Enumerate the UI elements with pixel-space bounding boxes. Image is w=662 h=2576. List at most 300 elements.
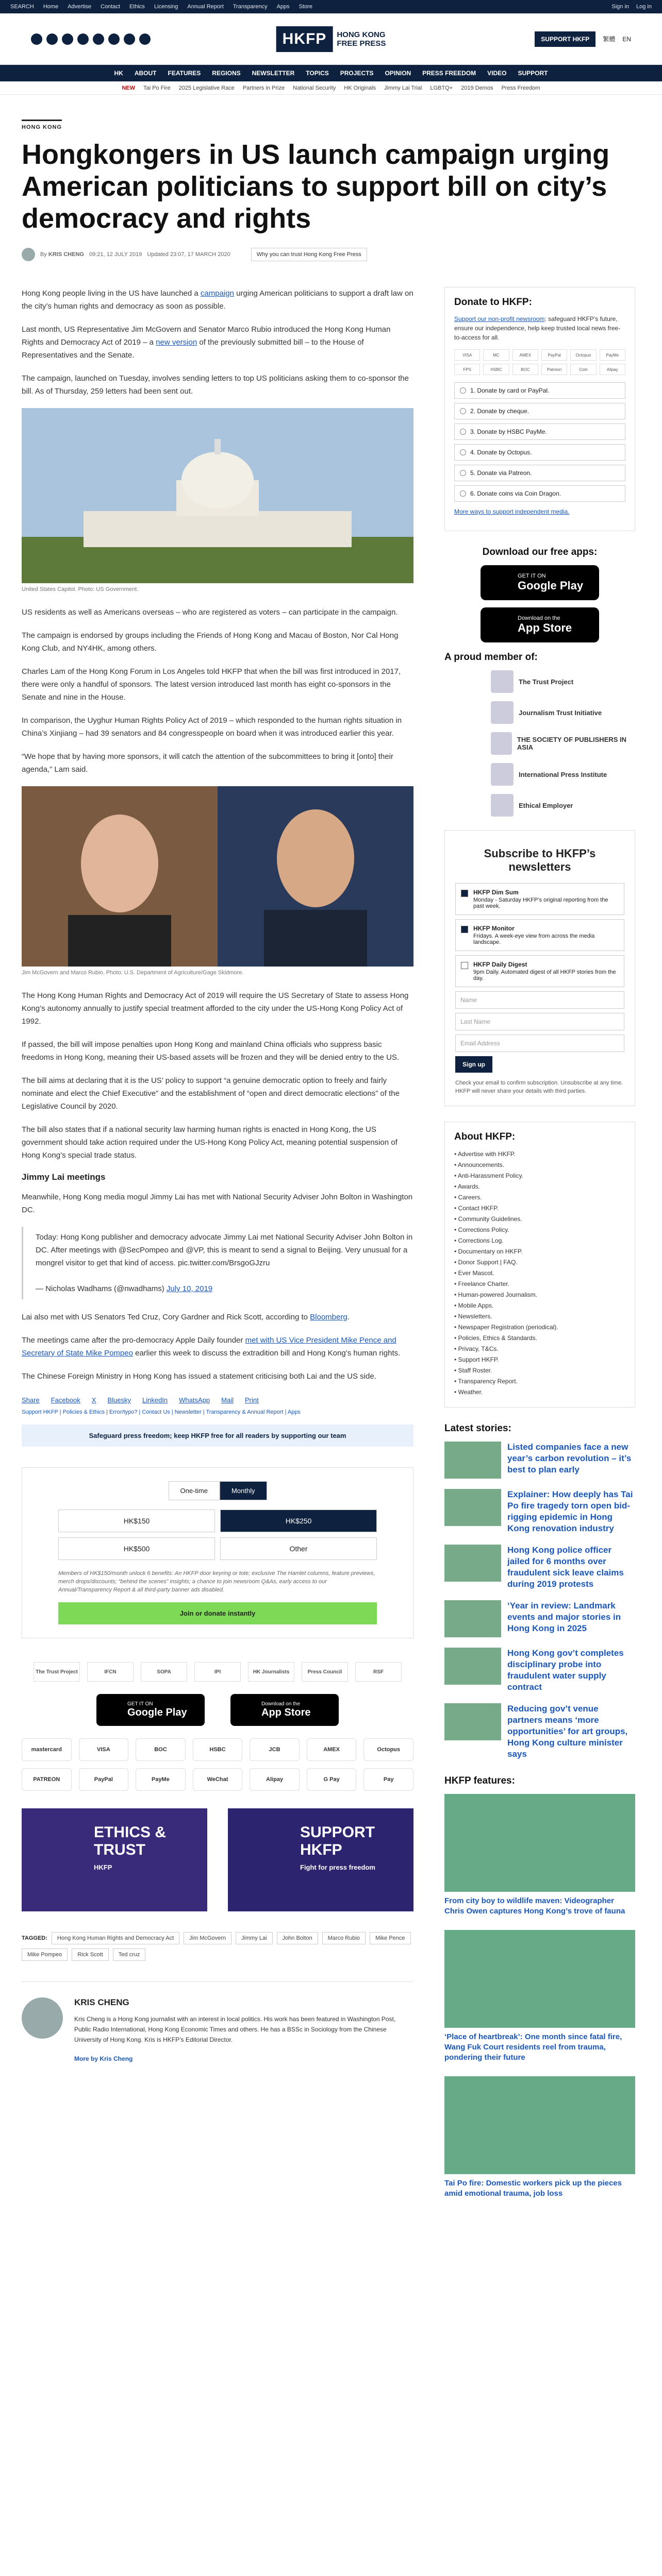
story-thumbnail[interactable] [444,1648,501,1685]
share-linkedin[interactable]: LinkedIn [142,1396,168,1404]
member-name: THE SOCIETY OF PUBLISHERS IN ASIA [517,736,627,751]
topbar-link[interactable]: Licensing [154,4,178,10]
nl-title: HKFP Dim Sum [473,889,519,896]
facebook-icon[interactable] [31,33,42,45]
topbar-link[interactable]: Contact [101,4,120,10]
author-photo [22,1997,63,2039]
paragraph: The campaign is endorsed by groups including the Friends of Hong Kong and Macau of Boston, Nor Cal Hong Kong Club, and NY4HK, among others. [22,631,399,653]
payment-logo[interactable]: PATREON [22,1768,72,1791]
nl-desc: Fridays. A week-eye view from across the media landscape. [473,933,595,945]
payment-logo[interactable]: Alipay [250,1768,300,1791]
more-by-author-link[interactable]: More by Kris Cheng [74,2055,133,2062]
about-link[interactable]: • Newsletters. [454,1313,492,1320]
latest-story[interactable] [444,1648,635,1693]
paragraph [22,323,413,362]
donate-option[interactable] [454,403,625,419]
sign-up-button[interactable]: Sign up [455,1056,492,1073]
about-link[interactable]: • Awards. [454,1183,481,1190]
paragraph: If passed, the bill will impose penalties upon Hong Kong and mainland China officials who suppress basic freedoms in Hong Kong, meaning their US-based assets will be frozen and they will be denied entry to the US. [22,1040,400,1062]
option-label: 2. Donate by cheque. [470,408,529,415]
tag[interactable]: Rick Scott [72,1948,109,1961]
sign-in-link[interactable]: Sign in [611,4,630,10]
btn-big: Google Play [127,1707,187,1718]
option-label: 1. Donate by card or PayPal. [470,387,550,394]
text: . [347,1313,350,1321]
radio-icon [460,408,466,414]
tag[interactable]: Ted cruz [113,1948,146,1961]
tag[interactable]: Jim McGovern [184,1932,231,1944]
about-title: About HKFP: [454,1131,516,1142]
text: earlier this week to discuss the extradition bill and Hong Kong’s human rights. [135,1349,401,1358]
newsletter-title: Subscribe to HKFP’s newsletters [484,847,596,873]
donate-option[interactable] [454,485,625,502]
radio-icon [460,490,466,497]
member-logo[interactable] [491,670,635,693]
partner-logos [22,1662,413,1682]
story-thumbnail[interactable] [444,1703,501,1740]
share-x[interactable]: X [91,1396,96,1404]
tags [22,1932,413,1961]
trust-link[interactable]: Why you can trust Hong Kong Free Press [251,248,367,261]
text: Hong Kong people living in the US have launched a [22,289,198,298]
radio-icon [460,429,466,435]
nav-item[interactable]: HK [114,70,123,77]
payment-logo[interactable]: VISA [79,1738,129,1761]
bloomberg-link[interactable]: Bloomberg [310,1313,347,1321]
member-name: The Trust Project [519,677,574,686]
logo-line: FREE PRESS [337,39,386,48]
trending-link[interactable]: Tai Po Fire [143,84,171,91]
monthly-tab[interactable]: Monthly [220,1481,267,1500]
nav-item[interactable]: VIDEO [487,70,507,77]
latest-story[interactable] [444,1600,635,1637]
donate-option[interactable] [454,465,625,481]
donate-text [454,314,625,342]
paragraph: US residents as well as Americans overseas – who are registered as voters – can participate in the campaign. [22,608,398,617]
member-name: Ethical Employer [519,801,573,809]
feature-image[interactable] [444,2076,635,2174]
newsletter-box [444,830,635,1106]
author-box [22,1981,413,2062]
text: Lai also met with US Senators Ted Cruz, Cory Gardner and Rick Scott, according to [22,1313,308,1321]
pay-logo: BOC [512,364,538,375]
support-button[interactable]: SUPPORT HKFP [535,31,595,47]
paragraph: “We hope that by having more sponsors, it will catch the attention of the subcommittees to bring it [onto] their agenda,” Lam said. [22,752,393,774]
payment-logo[interactable]: JCB [250,1738,300,1761]
features-title: HKFP features: [444,1775,515,1786]
membership-note: Members of HK$150/month unlock 6 benefits: An HKFP door keyring or tote; exclusive The Hamlet columns, feature previews, merch drops/discounts; “behind the scenes” insights; a chance to join newsroom Q&As, early access to our Annual/Transparency Report & all third-party banner ads disabled. [58,1570,375,1593]
about-list [454,1149,625,1398]
latest-list [444,1442,635,1760]
logo-box: HKFP [276,26,333,52]
app-store-button[interactable] [230,1694,339,1726]
nav-item[interactable]: ABOUT [134,70,157,77]
more-ways-link[interactable]: More ways to support independent media. [454,508,570,515]
nl-title: HKFP Monitor [473,925,515,932]
about-link[interactable]: • Anti-Harassment Policy. [454,1172,524,1179]
about-link[interactable]: • Documentary on HKFP. [454,1248,523,1255]
nav-item[interactable]: PRESS FREEDOM [422,70,476,77]
support-newsroom-link[interactable]: Support our non-profit newsroom [454,315,545,323]
google-play-button[interactable] [96,1694,205,1726]
trending-link[interactable]: 2025 Legislative Race [178,84,235,91]
share-bar [22,1396,413,1404]
newsletter-option[interactable] [455,883,624,915]
footer-links[interactable]: Support HKFP | Policies & Ethics | Error/typo? | Contact Us | Newsletter | Transparency & Annual Report | Apps [22,1409,301,1415]
newsletter-option[interactable] [455,955,624,987]
amount-option[interactable]: Other [220,1537,377,1560]
story-link[interactable]: Reducing gov’t venue partners means ‘more opportunities’ for art groups, Hong Kong culture minister says [507,1704,628,1759]
tag[interactable]: Jimmy Lai [236,1932,273,1944]
tweet-date-link[interactable]: July 10, 2019 [166,1284,213,1293]
tweet-text: Today: Hong Kong publisher and democracy advocate Jimmy Lai met National Security Adviser John Bolton in DC. After meetings with @SecPompeo and @VP, this is meant to send a signal to Beijing. Very unusual for a mongrel visitor to get that kind of access. pic.twitter.com/BrsgoGJzru [36,1233,413,1267]
donate-box [444,287,635,531]
author-name[interactable]: By KRIS CHENG [40,251,84,258]
pay-logo: Coin [570,364,596,375]
article-title: Hongkongers in US launch campaign urging American politicians to support bill on city’s democracy and rights [22,139,610,234]
tag[interactable]: John Bolton [277,1932,318,1944]
feature-story[interactable] [444,1794,635,1917]
latest-title: Latest stories: [444,1423,511,1434]
newsletter-note: Check your email to confirm subscription. Unsubscribe at any time. HKFP will never share your details with third parties. [455,1080,623,1094]
nav-item[interactable]: SUPPORT [518,70,548,77]
log-in-link[interactable]: Log in [636,4,652,10]
telegram-icon[interactable] [124,33,135,45]
nav-item[interactable]: OPINION [385,70,411,77]
nav-item[interactable]: PROJECTS [340,70,374,77]
google-play-button[interactable] [481,565,599,600]
share-facebook[interactable]: Facebook [51,1396,80,1404]
masthead [0,13,662,65]
btn-small: Download on the [261,1701,301,1707]
whatsapp-icon[interactable] [139,33,151,45]
paragraph: The Hong Kong Human Rights and Democracy Act of 2019 will require the US Secretary of State to assess Hong Kong’s autonomy annually to justify special treatment afforded to the city under the US-Hong Kong Policy Act of 1992. [22,991,409,1026]
about-link[interactable]: • Newspaper Registration (periodical). [454,1324,558,1331]
promo-sub: HKFP [94,1863,112,1871]
checkbox-icon[interactable] [461,890,468,897]
article-body [22,287,413,2212]
lang-chinese-link[interactable]: 繁體 [603,36,616,43]
story-thumbnail[interactable] [444,1442,501,1479]
email-input[interactable]: Email Address [455,1035,624,1052]
btn-small: Download on the [518,615,560,621]
campaign-link[interactable]: campaign [200,289,234,298]
donate-option[interactable] [454,444,625,461]
trending-link[interactable]: 2019 Demos [461,84,493,91]
pay-logo: Patreon [541,364,567,375]
topbar-link[interactable]: Transparency [233,4,268,10]
topbar-link[interactable]: Apps [276,4,290,10]
member-logo[interactable] [491,732,635,755]
photo-caption: United States Capitol. Photo: US Government. [22,586,139,592]
paragraph: Meanwhile, Hong Kong media mogul Jimmy Lai has met with National Security Adviser John Bolton in Washington DC. [22,1193,413,1214]
share-mail[interactable]: Mail [221,1396,234,1404]
ethics-promo[interactable] [22,1808,207,1911]
nl-desc: Monday - Saturday HKFP’s original reporting from the past week. [473,897,608,909]
sidebar [444,287,635,2212]
about-link[interactable]: • Advertise with HKFP. [454,1150,516,1158]
trending-link[interactable]: LGBTQ+ [430,84,453,91]
partner-logo[interactable]: IPI [194,1662,241,1682]
byline [22,248,640,261]
paragraph: The campaign, launched on Tuesday, involves sending letters to top US politicians asking them to co-sponsor the bill. As of Thursday, 259 letters had been sent out. [22,374,409,396]
partner-logo[interactable]: SOPA [141,1662,187,1682]
tag[interactable]: Hong Kong Human Rights and Democracy Act [52,1932,179,1944]
option-label: 5. Donate via Patreon. [470,469,532,477]
feature-image[interactable] [444,1930,635,2028]
story-link[interactable]: Hong Kong gov’t completes disciplinary probe into fraudulent water supply contract [507,1648,624,1692]
about-link[interactable]: • Policies, Ethics & Standards. [454,1334,537,1342]
text: of the previously submitted bill – to the House of Representatives and the Senate. [22,338,364,360]
about-link[interactable]: • Mobile Apps. [454,1302,494,1309]
amount-option[interactable]: HK$500 [58,1537,215,1560]
radio-icon [460,449,466,455]
partner-logo[interactable]: The Trust Project [34,1662,80,1682]
nav-item[interactable]: REGIONS [212,70,241,77]
section-heading: Jimmy Lai meetings [22,1172,106,1182]
topbar-link[interactable]: Store [299,4,312,10]
author-name-text: KRIS CHENG [48,251,84,258]
logo-text [337,30,386,48]
new-badge: NEW [122,84,135,91]
trending-link[interactable]: HK Originals [344,84,376,91]
payment-logo[interactable]: PayMe [136,1768,186,1791]
paragraph: The bill aims at declaring that it is the US’ policy to support “a genuine democratic option to freely and fairly nominate and elect the Chief Executive” and the establishment of “open and direct democratic elections” of the Legislative Council by 2020. [22,1076,400,1111]
donation-widget [22,1467,413,1638]
politicians-illustration [22,786,413,967]
checkbox-icon[interactable] [461,926,468,933]
about-link[interactable]: • Corrections Policy. [454,1226,509,1233]
linkedin-icon[interactable] [93,33,104,45]
option-label: 6. Donate coins via Coin Dragon. [470,490,561,497]
option-label: 4. Donate by Octopus. [470,449,532,456]
payment-logo[interactable]: HSBC [193,1738,243,1761]
feature-image[interactable] [444,1794,635,1892]
jti-icon [491,701,514,724]
about-link[interactable]: • Community Guidelines. [454,1215,522,1223]
member-logo[interactable] [491,763,635,786]
payment-logo[interactable]: AMEX [307,1738,357,1761]
ipi-icon [491,763,514,786]
pay-logo: Octopus [570,349,596,361]
x-icon[interactable] [46,33,58,45]
about-link[interactable]: • Corrections Log. [454,1237,504,1244]
nl-desc: 9pm Daily. Automated digest of all HKFP stories from the day. [473,969,616,981]
apps-title: Download our free apps: [482,547,598,557]
feature-link[interactable]: ‘Place of heartbreak’: One month since fatal fire, Wang Fuk Court residents reel from trauma, pondering their future [444,2032,622,2062]
checkbox-icon[interactable] [461,962,468,969]
feature-story[interactable] [444,1930,635,2063]
join-button[interactable]: Join or donate instantly [58,1602,377,1624]
about-link[interactable]: • Ever Mascot. [454,1269,494,1277]
donate-option[interactable] [454,382,625,399]
main-nav [0,65,662,81]
share-print[interactable]: Print [244,1396,259,1404]
btn-big: App Store [518,621,572,634]
paragraph [22,1311,413,1324]
last-name-input[interactable]: Last Name [455,1013,624,1030]
trust-project-icon [491,670,514,693]
nav-item[interactable]: FEATURES [168,70,201,77]
text: Last month, US Representative Jim McGovern and Senator Marco Rubio introduced the Hong Kong Human Rights and Democracy Act of 2019 – a [22,325,391,347]
about-link[interactable]: • Transparency Report. [454,1378,518,1385]
tag[interactable]: Mike Pence [370,1932,410,1944]
embedded-tweet [22,1227,413,1299]
partner-logo[interactable]: HK Journalists [248,1662,294,1682]
text: The meetings came after the pro-democracy Apple Daily founder [22,1336,243,1345]
option-label: 3. Donate by HSBC PayMe. [470,428,547,435]
app-buttons [22,1694,413,1726]
politicians-photo [22,786,413,967]
about-link[interactable]: • Privacy, T&Cs. [454,1345,499,1352]
about-link[interactable]: • Donor Support | FAQ. [454,1259,518,1266]
app-store-button[interactable] [481,607,599,642]
logo-line: HONG KONG [337,30,386,39]
instagram-icon[interactable] [62,33,73,45]
pay-logo: PayPal [541,349,567,361]
topbar-link[interactable]: Advertise [68,4,92,10]
about-link[interactable]: • Weather. [454,1388,483,1396]
latest-story[interactable] [444,1442,635,1479]
payment-logo[interactable]: PayPal [79,1768,129,1791]
amount-option[interactable]: HK$250 [220,1510,377,1532]
pence-pompeo-link[interactable]: met with US Vice President Mike Pence and Secretary of State Mike Pompeo [22,1336,396,1358]
text: : safeguard HKFP’s future, ensure our independence, help keep trusted local news free-to-access for all. [454,315,621,341]
publish-date: 09:21, 12 JULY 2019 [89,251,142,258]
ethical-employer-icon [491,794,514,817]
promo-banners [22,1808,413,1911]
nl-title: HKFP Daily Digest [473,961,527,968]
story-thumbnail[interactable] [444,1600,501,1637]
about-box [444,1122,635,1408]
threads-icon[interactable] [108,33,120,45]
capitol-photo [22,408,413,583]
category-label[interactable]: HONG KONG [22,120,62,130]
nav-item[interactable]: NEWSLETTER [252,70,295,77]
site-logo[interactable] [276,26,386,52]
payment-logo[interactable]: WeChat [193,1768,243,1791]
donate-title: Donate to HKFP: [454,297,532,308]
tag[interactable]: Mike Pompeo [22,1948,68,1961]
amount-option[interactable]: HK$150 [58,1510,215,1532]
radio-icon [460,387,466,394]
updated-date: Updated 23:07, 17 MARCH 2020 [147,251,230,258]
author-avatar [22,248,35,261]
capitol-illustration [22,408,413,583]
topbar-link[interactable]: Annual Report [187,4,224,10]
donate-option[interactable] [454,423,625,440]
payment-logo[interactable]: Pay [363,1768,413,1791]
topbar-link[interactable]: Ethics [129,4,145,10]
topbar-link[interactable]: Home [43,4,59,10]
nav-item[interactable]: TOPICS [306,70,329,77]
latest-story[interactable] [444,1545,635,1590]
pay-logo: Alipay [600,364,625,375]
trending-link[interactable]: National Security [293,84,336,91]
pay-logo: AMEX [512,349,538,361]
feature-story[interactable] [444,2076,635,2199]
name-input[interactable]: Name [455,991,624,1009]
youtube-icon[interactable] [77,33,89,45]
promo-title: SUPPORT HKFP [300,1824,375,1858]
latest-story[interactable] [444,1703,635,1760]
partner-logo[interactable]: RSF [355,1662,402,1682]
one-time-tab[interactable]: One-time [169,1481,220,1500]
trending-link[interactable]: Partners in Prize [242,84,285,91]
paragraph: The Chinese Foreign Ministry in Hong Kong has issued a statement criticising both Lai and the US side. [22,1372,376,1381]
trending-link[interactable]: Press Freedom [501,84,540,91]
top-utility-bar [0,0,662,13]
story-link[interactable]: Explainer: How deeply has Tai Po fire tragedy torn open bid-rigging epidemic in Hong Kong renovation industry [507,1489,633,1533]
topbar-link[interactable]: SEARCH [10,4,34,10]
share-bluesky[interactable]: Bluesky [107,1396,131,1404]
member-logo[interactable] [491,701,635,724]
story-thumbnail[interactable] [444,1489,501,1526]
btn-big: App Store [261,1707,311,1718]
member-logo[interactable] [491,794,635,817]
latest-story[interactable] [444,1489,635,1534]
about-link[interactable]: • Contact HKFP. [454,1205,499,1212]
partner-logo[interactable]: IFCN [87,1662,134,1682]
sopa-icon [491,732,512,755]
paragraph: The bill also states that if a national security law harming human rights is enacted in Hong Kong, the US government should take action required under the US-Hong Kong Policy Act, meaning potential suspension of Hong Kong’s special trade status. [22,1125,398,1160]
partner-logo[interactable]: Press Council [302,1662,348,1682]
author-box-name[interactable]: KRIS CHENG [74,1997,129,2007]
new-version-link[interactable]: new version [156,338,197,347]
paragraph [22,1334,413,1360]
payment-logo[interactable]: mastercard [22,1738,72,1761]
about-link[interactable]: • Human-powered Journalism. [454,1291,537,1298]
lang-english-link[interactable]: EN [622,35,631,43]
donate-banner[interactable]: Safeguard press freedom; keep HKFP free for all readers by supporting our team [22,1425,413,1447]
about-link[interactable]: • Staff Roster. [454,1367,492,1374]
pay-logo: MC [483,349,509,361]
tweet-author: — Nicholas Wadhams (@nwadhams) [36,1284,164,1293]
story-link[interactable]: ‘Year in review: Landmark events and major stories in Hong Kong in 2025 [507,1601,621,1633]
about-link[interactable]: • Careers. [454,1194,482,1201]
tag[interactable]: Marco Rubio [322,1932,366,1944]
share-label: Share [22,1396,40,1404]
trending-link[interactable]: Jimmy Lai Trial [384,84,422,91]
pay-logo: FPS [454,364,480,375]
about-link[interactable]: • Support HKFP. [454,1356,499,1363]
promo-sub: Fight for press freedom [300,1863,375,1871]
about-link[interactable]: • Announcements. [454,1161,504,1168]
trending-bar [0,81,662,95]
btn-small: GET IT ON [518,573,546,579]
btn-big: Google Play [518,579,584,592]
share-whatsapp[interactable]: WhatsApp [179,1396,210,1404]
newsletter-option[interactable] [455,919,624,951]
btn-small: GET IT ON [127,1701,153,1707]
feature-link[interactable]: From city boy to wildlife maven: Videographer Chris Owen captures Hong Kong’s trove of fauna [444,1896,625,1916]
payment-methods [22,1738,413,1791]
pay-logo: PayMe [600,349,625,361]
payment-logo[interactable]: G Pay [307,1768,357,1791]
features-list [444,1794,635,2199]
paragraph: In comparison, the Uyghur Human Rights Policy Act of 2019 – which responded to the human rights situation in China’s Xinjiang – had 39 senators and 84 congresspeople on board when it was introduced earlier this year. [22,716,402,738]
payment-logo[interactable]: Octopus [363,1738,413,1761]
promo-title: ETHICS & TRUST [94,1824,167,1858]
story-thumbnail[interactable] [444,1545,501,1582]
story-link[interactable]: Listed companies face a new year’s carbon revolution – it’s best to plan early [507,1442,632,1475]
story-link[interactable]: Hong Kong police officer jailed for 6 months over fraudulent sick leave claims during 2019 protests [507,1545,624,1589]
member-name: International Press Institute [519,770,607,778]
about-link[interactable]: • Freelance Charter. [454,1280,509,1287]
payment-logo[interactable]: BOC [136,1738,186,1761]
feature-link[interactable]: Tai Po fire: Domestic workers pick up the pieces amid emotional trauma, job loss [444,2179,622,2198]
support-promo[interactable] [228,1808,413,1911]
